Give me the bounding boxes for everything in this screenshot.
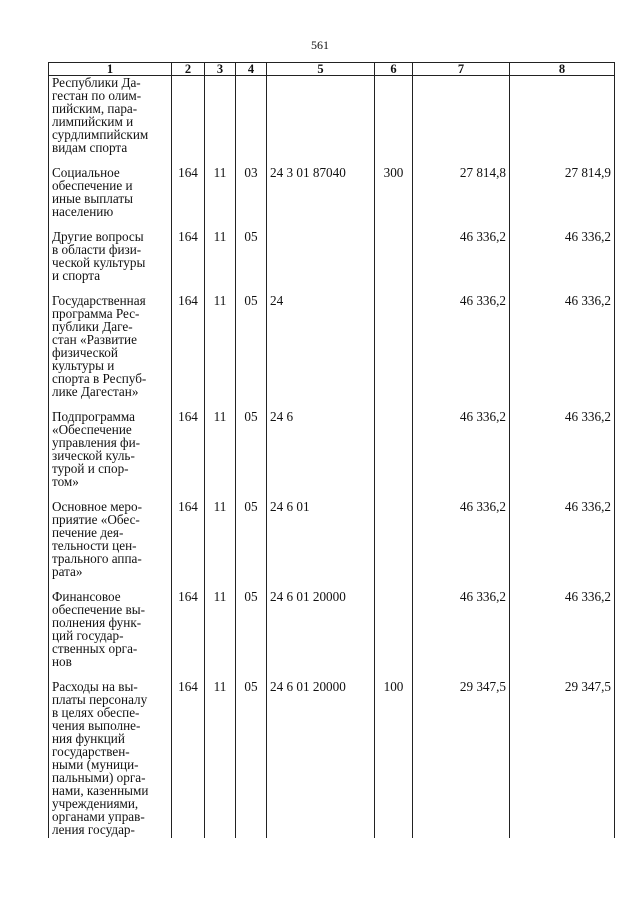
cell-target-article (267, 76, 375, 155)
table-row (49, 590, 615, 668)
header-col-6: 6 (375, 63, 413, 76)
cell-subsection-code: 05 (236, 410, 267, 488)
cell-amount-1: 46 336,2 (413, 500, 510, 578)
cell-amount-1: 46 336,2 (413, 294, 510, 398)
cell-subsection-code: 05 (236, 590, 267, 668)
table-row (49, 294, 615, 398)
cell-expense-type (375, 500, 413, 578)
cell-expense-type (375, 230, 413, 282)
cell-subsection-code: 05 (236, 680, 267, 838)
cell-subsection-code: 03 (236, 166, 267, 218)
header-col-3: 3 (205, 63, 236, 76)
spacer-cell (375, 578, 413, 590)
cell-expense-type: 100 (375, 680, 413, 838)
header-row (49, 63, 615, 76)
table-row (49, 410, 615, 488)
cell-amount-2: 46 336,2 (510, 500, 615, 578)
table-row (49, 500, 615, 578)
cell-amount-1: 46 336,2 (413, 590, 510, 668)
page-number: 561 (311, 38, 329, 52)
cell-ministry-code: 164 (172, 230, 205, 282)
cell-subsection-code: 05 (236, 500, 267, 578)
cell-amount-2: 46 336,2 (510, 590, 615, 668)
row-description: Финансовое обеспечение вы- полнения функ- ций государ- ственных орга- нов (49, 590, 172, 668)
cell-section-code: 11 (205, 500, 236, 578)
cell-ministry-code: 164 (172, 294, 205, 398)
table-row (49, 230, 615, 282)
cell-expense-type (375, 76, 413, 155)
header-col-4: 4 (236, 63, 267, 76)
row-description: Расходы на вы- платы персоналу в целях обеспе- чения выполне- ния функций государствен- ными (муници- пальными) орга- нами, казенными учреждениями, органами управ- ления государ- (49, 680, 172, 838)
cell-amount-1: 46 336,2 (413, 410, 510, 488)
cell-amount-2: 46 336,2 (510, 294, 615, 398)
cell-section-code: 11 (205, 166, 236, 218)
cell-subsection-code: 05 (236, 230, 267, 282)
header-col-2: 2 (172, 63, 205, 76)
cell-amount-1: 27 814,8 (413, 166, 510, 218)
spacer-cell (375, 282, 413, 294)
spacer-cell (375, 398, 413, 410)
row-description: Республики Да- гестан по олим- пийским, пара- лимпийским и сурдлимпийским видам спорта (49, 76, 172, 155)
cell-expense-type (375, 590, 413, 668)
cell-section-code: 11 (205, 590, 236, 668)
table-body (49, 76, 615, 839)
cell-section-code: 11 (205, 294, 236, 398)
cell-amount-2: 46 336,2 (510, 410, 615, 488)
spacer-cell (267, 218, 375, 230)
table-row (49, 166, 615, 218)
cell-section-code: 11 (205, 230, 236, 282)
cell-target-article: 24 6 01 (267, 500, 375, 578)
header-col-8: 8 (510, 63, 615, 76)
cell-target-article: 24 3 01 87040 (267, 166, 375, 218)
row-description: Государственная программа Рес- публики Даге- стан «Развитие физической культуры и спорта в Респуб- лике Дагестан» (49, 294, 172, 398)
row-description: Другие вопросы в области физи- ческой культуры и спорта (49, 230, 172, 282)
table-row (49, 680, 615, 838)
cell-ministry-code: 164 (172, 590, 205, 668)
cell-amount-1: 46 336,2 (413, 230, 510, 282)
cell-expense-type (375, 294, 413, 398)
cell-subsection-code: 05 (236, 294, 267, 398)
cell-expense-type: 300 (375, 166, 413, 218)
spacer-cell (375, 488, 413, 500)
cell-expense-type (375, 410, 413, 488)
row-description: Основное меро- приятие «Обес- печение дея- тельности цен- трального аппа- рата» (49, 500, 172, 578)
cell-ministry-code: 164 (172, 680, 205, 838)
cell-amount-2: 27 814,9 (510, 166, 615, 218)
cell-target-article: 24 (267, 294, 375, 398)
cell-amount-1 (413, 76, 510, 155)
budget-table (48, 62, 615, 838)
cell-target-article: 24 6 01 20000 (267, 590, 375, 668)
cell-amount-2 (510, 76, 615, 155)
header-col-7: 7 (413, 63, 510, 76)
cell-section-code (205, 76, 236, 155)
cell-ministry-code: 164 (172, 166, 205, 218)
table-row (49, 76, 615, 155)
header-col-5: 5 (267, 63, 375, 76)
cell-amount-2: 29 347,5 (510, 680, 615, 838)
cell-target-article (267, 230, 375, 282)
cell-amount-2: 46 336,2 (510, 230, 615, 282)
cell-target-article: 24 6 01 20000 (267, 680, 375, 838)
cell-ministry-code: 164 (172, 500, 205, 578)
spacer-cell (375, 218, 413, 230)
cell-amount-1: 29 347,5 (413, 680, 510, 838)
cell-section-code: 11 (205, 680, 236, 838)
cell-ministry-code: 164 (172, 410, 205, 488)
cell-subsection-code (236, 76, 267, 155)
row-description: Социальное обеспечение и иные выплаты населению (49, 166, 172, 218)
header-col-1: 1 (49, 63, 172, 76)
row-description: Подпрограмма «Обеспечение управления фи- зической куль- турой и спор- том» (49, 410, 172, 488)
cell-ministry-code (172, 76, 205, 155)
cell-section-code: 11 (205, 410, 236, 488)
cell-target-article: 24 6 (267, 410, 375, 488)
